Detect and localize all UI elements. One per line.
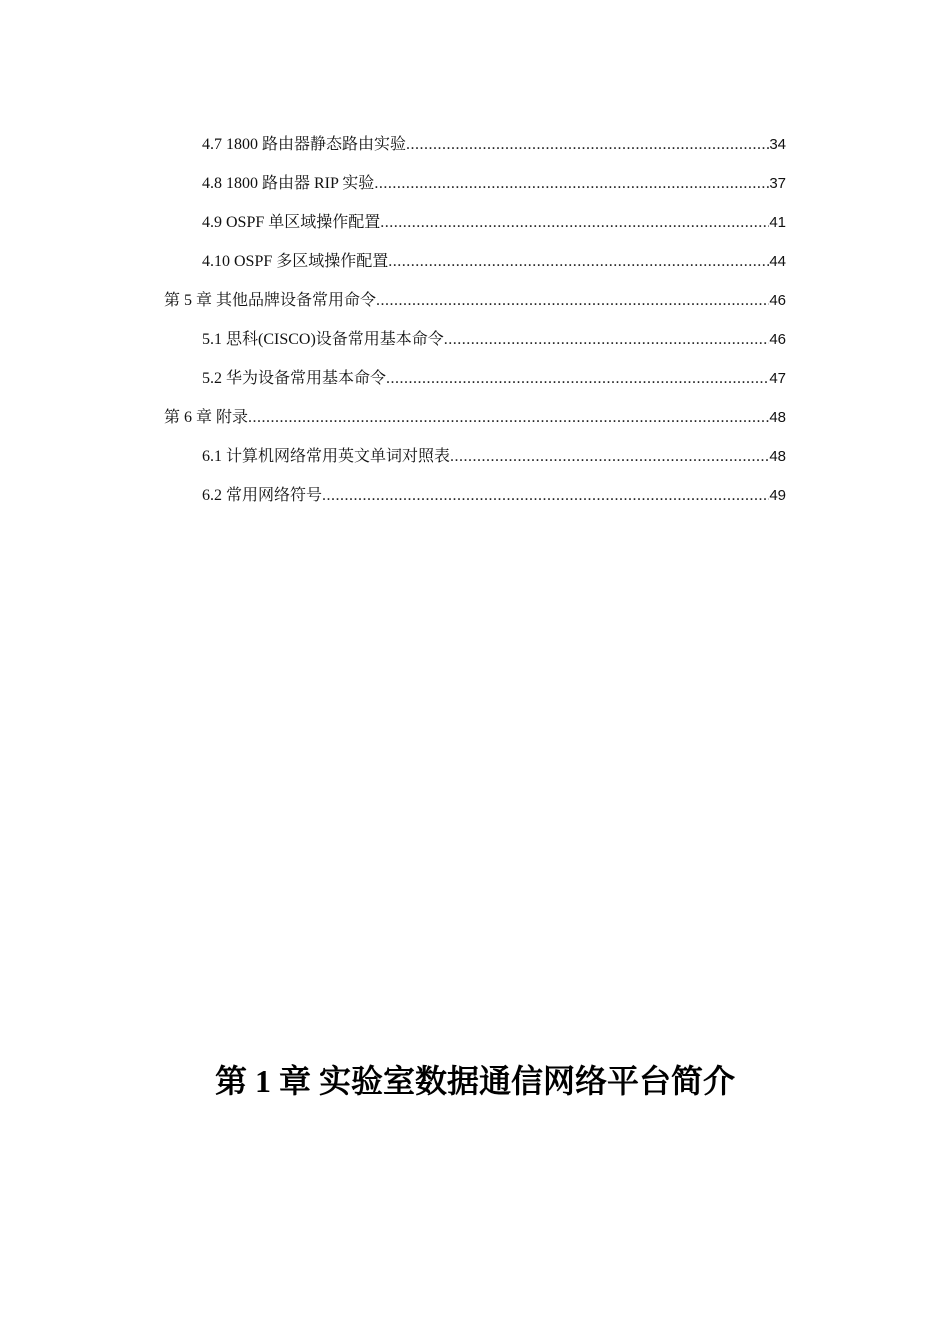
toc-page-number: 48 (769, 409, 786, 426)
toc-dot-leader (388, 249, 769, 275)
toc-entry-label: 第 6 章 附录 (164, 409, 249, 426)
toc-page-number: 44 (769, 253, 786, 270)
toc-dot-leader (450, 444, 769, 470)
toc-dot-leader (444, 327, 770, 353)
toc-entry-4-7[interactable] (0, 132, 786, 171)
toc-page-number: 49 (769, 487, 786, 504)
toc-entry-4-10[interactable] (0, 249, 786, 288)
toc-entry-label: 4.8 1800 路由器 RIP 实验 (202, 175, 375, 192)
toc-entry-5-1[interactable] (0, 327, 786, 366)
toc-page-number: 48 (769, 448, 786, 465)
toc-dot-leader (386, 366, 769, 392)
toc-entry-4-9[interactable] (0, 210, 786, 249)
toc-entry-label: 6.1 计算机网络常用英文单词对照表 (202, 448, 451, 465)
toc-entry-label: 4.10 OSPF 多区域操作配置 (202, 253, 389, 270)
toc-page-number: 47 (769, 370, 786, 387)
toc-entry-6-1[interactable] (0, 444, 786, 483)
toc-dot-leader (322, 483, 769, 509)
table-of-contents (0, 132, 950, 522)
toc-entry-chapter-5[interactable] (0, 288, 786, 327)
toc-dot-leader (248, 405, 769, 431)
toc-dot-leader (374, 171, 769, 197)
toc-entry-label: 5.2 华为设备常用基本命令 (202, 370, 387, 387)
toc-entry-chapter-6[interactable] (0, 405, 786, 444)
toc-page-number: 37 (769, 175, 786, 192)
toc-entry-label: 第 5 章 其他品牌设备常用命令 (164, 292, 377, 309)
toc-entry-label: 4.7 1800 路由器静态路由实验 (202, 136, 407, 153)
toc-page-number: 46 (769, 331, 786, 348)
toc-entry-label: 6.2 常用网络符号 (202, 487, 323, 504)
toc-entry-6-2[interactable] (0, 483, 786, 522)
toc-entry-5-2[interactable] (0, 366, 786, 405)
toc-dot-leader (406, 132, 769, 158)
toc-page-number: 41 (769, 214, 786, 231)
toc-dot-leader (376, 288, 769, 314)
toc-entry-label: 4.9 OSPF 单区域操作配置 (202, 214, 381, 231)
chapter-heading: 第 1 章 实验室数据通信网络平台简介 (214, 1063, 735, 1100)
toc-page-number: 46 (769, 292, 786, 309)
toc-entry-label: 5.1 思科(CISCO)设备常用基本命令 (202, 331, 444, 348)
toc-page-number: 34 (769, 136, 786, 153)
toc-entry-4-8[interactable] (0, 171, 786, 210)
toc-dot-leader (380, 210, 769, 236)
